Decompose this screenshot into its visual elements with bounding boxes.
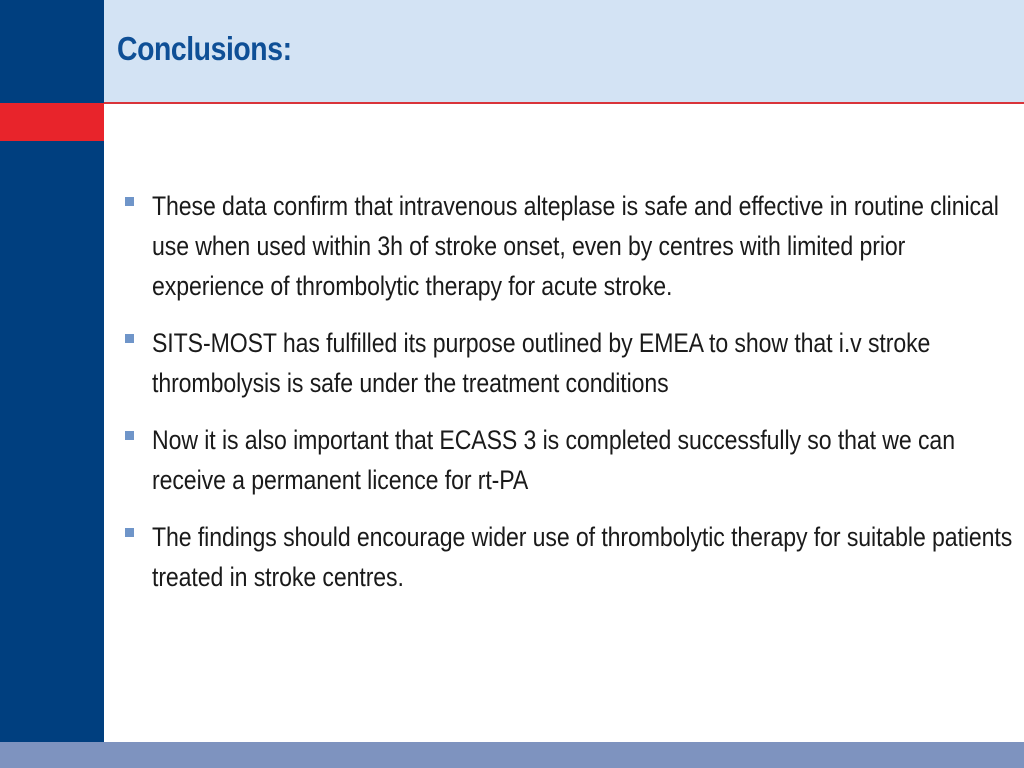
bullet-item — [124, 323, 1024, 403]
square-bullet-icon — [125, 197, 134, 206]
bullet-item — [124, 517, 1024, 597]
bullet-text: Now it is also important that ECASS 3 is completed successfully so that we can receive a permanent licence for rt-PA — [152, 425, 955, 495]
bullet-item — [124, 420, 1024, 500]
header-divider — [104, 102, 1024, 104]
bullet-item — [124, 186, 1024, 306]
bullet-text: SITS-MOST has fulfilled its purpose outlined by EMEA to show that i.v stroke thrombolysis is safe under the treatment conditions — [152, 328, 931, 398]
footer-bar — [0, 742, 1024, 768]
square-bullet-icon — [125, 528, 134, 537]
square-bullet-icon — [125, 431, 134, 440]
bullet-list — [124, 186, 1024, 614]
bullet-text: The findings should encourage wider use of thrombolytic therapy for suitable patients treated in stroke centres. — [152, 522, 1013, 592]
left-red-block — [0, 103, 104, 141]
square-bullet-icon — [125, 334, 134, 343]
bullet-text: These data confirm that intravenous alteplase is safe and effective in routine clinical use when used within 3h of stroke onset, even by centres with limited prior experience of thrombolytic therapy for acute stroke. — [152, 191, 999, 301]
slide-title: Conclusions: — [117, 30, 292, 67]
